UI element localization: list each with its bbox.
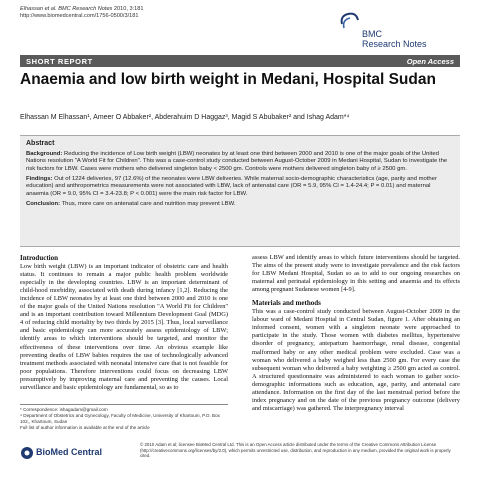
- logo-swirl-icon: [338, 10, 362, 34]
- abstract-findings: Findings: Out of 1224 deliveries, 97 (12.6%) of the neonates were LBW deliveries. While maternal socio-demographic characteristics (age, parity and mother education) and anthropometrics measurements were not associated with LBW, lack of antenatal care (OR = 5.9, 95% CI = 1.4-24.4; P = 0.01) and maternal anaemia (OR = 9.0, 95% CI = 3.4-23.8; P < 0.001) were the main risk factor for LBW.: [26, 175, 437, 197]
- introduction-text: Low birth weight (LBW) is an important indicator of obstetric care and health status. It continues to remain a major public health problem worldwide especially in the developing countries. LBW is an important determinant of child-hood morbidity, associated with death during infancy [1,2]. Reducing the incidence of LBW neonates by at least one third between 2000 and 2010 is one of the major goals of the United Nations resolution "A World Fit for Children" and is an important contribution toward Millennium Development Goal (MDG) 4 of reducing child mortality by two thirds by 2015 [3]. Thus, local surveillance and basic epidemiology can more accurately assess epidemiology of LBW; identify areas to which interventions should be targeted, and monitor the effectiveness of these interventions over time. An obvious example like preventing deaths of LBW babies requires the use of technologically advanced treatment methods associated with neonatal intensive care that is not feasible for poor populations. Therefore interventions could focus on decreasing LBW presumptively by improving maternal care and preventing the causes. Local surveillance and basic epidemiology are fundamental, so as to: [20, 263, 228, 391]
- abstract-heading: Abstract: [26, 140, 55, 147]
- right-column: [252, 254, 460, 413]
- abstract-conclusion: Conclusion: Thus, more care on antenatal care and nutrition may prevent LBW.: [26, 200, 236, 207]
- cite-authors: Elhassan et al.: [20, 6, 57, 12]
- methods-heading: Materials and methods: [252, 299, 321, 308]
- publisher-name: BioMed Central: [36, 447, 103, 457]
- article-type-bar: [20, 55, 460, 67]
- correspondence-footnote: [20, 404, 228, 431]
- biomed-central-icon: [20, 446, 34, 460]
- footnote-correspondence: * Correspondence: ishagadam@gmail.com: [20, 407, 108, 412]
- license-text: © 2010 Adam et al; licensee BioMed Central Ltd. This is an Open Access article distributed under the terms of the Creative Commons Attribution License (http://creativecommons.org/licenses/by/2.0), which permits unrestricted use, distribution, and reproduction in any medium, provided the original work is properly cited.: [140, 442, 451, 459]
- introduction-continued: assess LBW and identify areas to which future interventions should be targeted. The aims of the present study were to investigate prevalence and the risk factors for LBW Medani Hospital, Sudan so as to add to our ongoing researches on maternal and perinatal epidemiology in this setting and anaemia and its effects among pregnant Sudanese women [4-9].: [252, 254, 460, 294]
- footnote-more-info: Full list of author information is available at the end of the article: [20, 425, 150, 430]
- introduction-heading: Introduction: [20, 254, 58, 262]
- abstract-box: [20, 135, 460, 247]
- article-url[interactable]: http://www.biomedcentral.com/1756-0500/3/181: [20, 13, 139, 19]
- article-type-label: SHORT REPORT: [26, 57, 93, 66]
- citation-header: [20, 6, 143, 20]
- cite-journal: BMC Research Notes: [58, 6, 113, 12]
- logo-line1: BMC: [362, 29, 382, 39]
- page-footer: [20, 440, 460, 470]
- author-list: Elhassan M Elhassan¹, Ameer O Abbaker², Abderahuim D Haggaz³, Magid S Abubaker² and Ishag Adam*⁴: [20, 114, 350, 121]
- cite-volume: 2010, 3:181: [112, 6, 144, 12]
- article-title: Anaemia and low birth weight in Medani, Hospital Sudan: [20, 71, 436, 88]
- footnote-affiliation: ⁴ Department of Obstetrics and Gynecology, Faculty of Medicine, University of Khartoum, P.O. Box 102,, Khartoum, Sudan: [20, 413, 220, 424]
- left-column: [20, 254, 228, 392]
- open-access-label: Open Access: [406, 57, 454, 66]
- methods-text: This was a case-control study conducted between August-October 2009 in the labour ward of Medani Hospital in Central Sudan, figure 1. After obtaining an informed consent, women with a singleton neonate were approached to participate in the study. Those women with diabetes mellitus, hypertensive disorder of pregnancy, antepartum haemorrhage, renal disease, congenital malformed baby or any other medical problem were excluded. Case was a woman who delivered a baby weighed less than 2500 gm. For every case the subsequent woman who delivered a baby weighting ≥ 2500 gm acted as control. A structured questionnaire was administered to each woman to gather socio-demographic informations such as education, age, parity, and antenatal care attendance. Information on the first day of the last menstrual period before the index pregnancy and on the date of the previous pregnancy outcome (delivery and miscarriage) was gathered. The interpregnancy interval: [252, 308, 460, 412]
- logo-line2: Research Notes: [362, 39, 427, 49]
- bmc-research-notes-logo: [338, 10, 458, 54]
- abstract-background: Background: Reducing the incidence of Low birth weight (LBW) neonates by at least one third between 2000 and 2010 is one of the major goals of the United Nations resolution "A World Fit for Children". This was a case-control study conducted between August-October 2009 in Medani Hospital, Sudan to investigate the risk factors for LBW. Cases were mothers who delivered singleton baby < 2500 gm. Controls were mothers delivered singleton baby of ≥ 2500 gm.: [26, 150, 448, 172]
- biomed-central-logo: [20, 446, 103, 460]
